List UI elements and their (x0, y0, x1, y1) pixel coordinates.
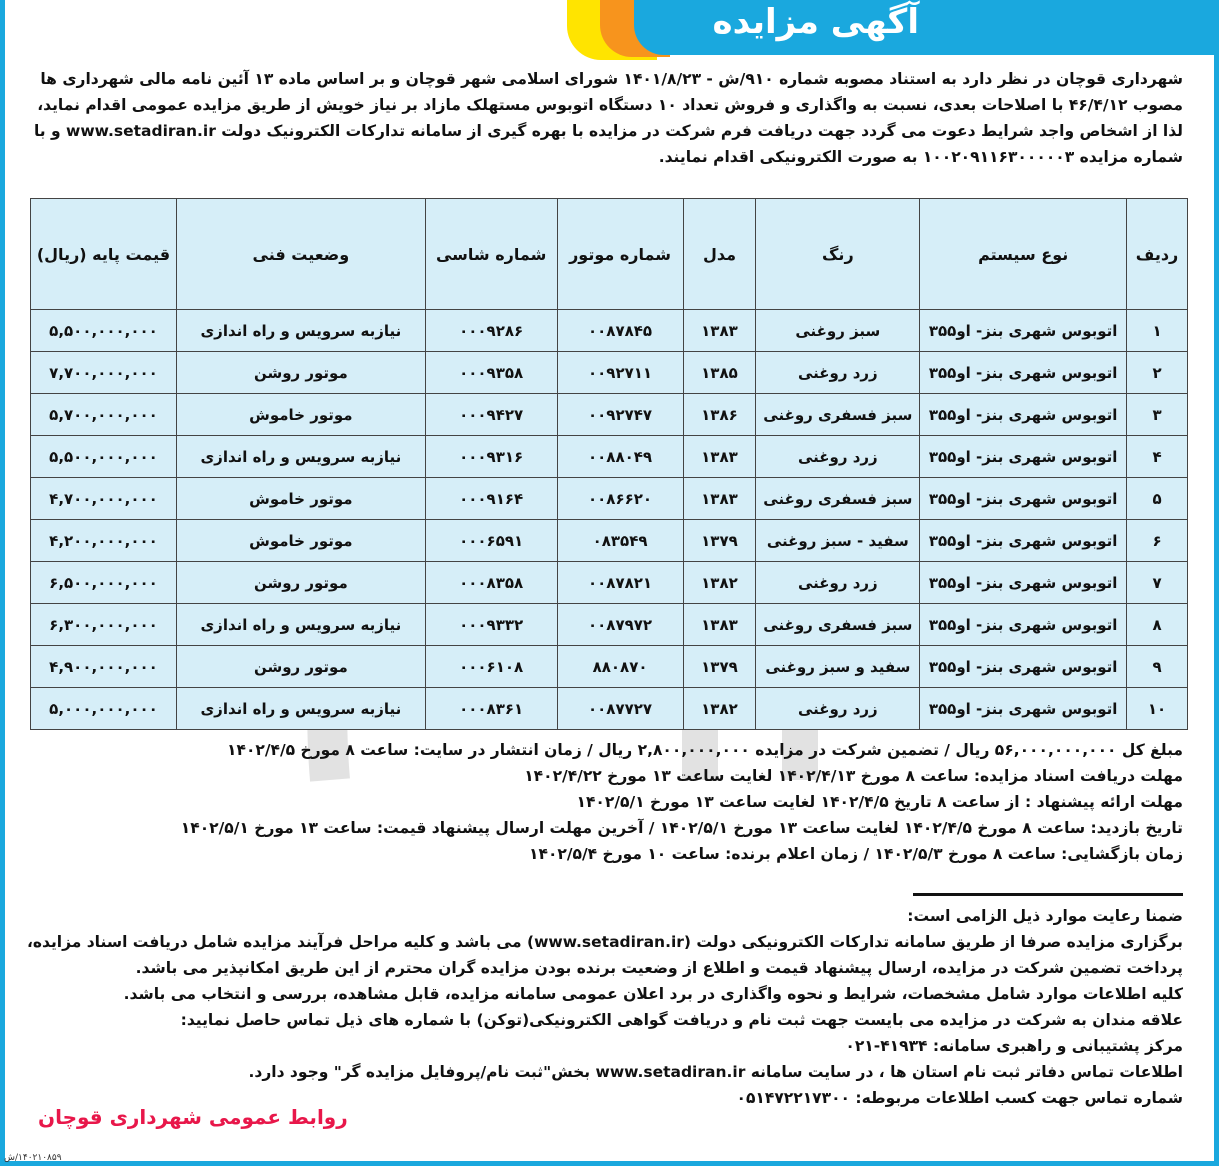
table-cell: ۵,۵۰۰,۰۰۰,۰۰۰ (31, 436, 177, 478)
table-cell: ۰۰۹۲۷۴۷ (557, 394, 683, 436)
table-cell: اتوبوس شهری بنز- او۳۵۵ (920, 520, 1127, 562)
table-cell: ۰۰۰۶۵۹۱ (425, 520, 557, 562)
table-cell: ۰۰۰۹۱۶۴ (425, 478, 557, 520)
table-cell: سفید و سبز روغنی (756, 646, 920, 688)
table-header-row (31, 199, 1188, 310)
info-line: مهلت دریافت اسناد مزایده: ساعت ۸ مورخ ۱۴۰۲/۴/۱۳ لغایت ساعت ۱۳ مورخ ۱۴۰۲/۴/۲۲ (524, 767, 1183, 785)
table-cell: ۶ (1127, 520, 1188, 562)
column-header: وضعیت فنی (177, 199, 426, 310)
note-line: پرداخت تضمین شرکت در مزایده، ارسال پیشنهاد قیمت و اطلاع از وضعیت برنده بودن مزایده گران محترم از این طریق امکانپذیر می باشد. (135, 959, 1183, 977)
table-cell: اتوبوس شهری بنز- او۳۵۵ (920, 394, 1127, 436)
table-cell: ۰۰۸۷۷۲۷ (557, 688, 683, 730)
ad-code: ۱۴۰۲۱۰۸۵۹/ش (4, 1153, 62, 1163)
table-cell: ۳ (1127, 394, 1188, 436)
table-cell: ۷ (1127, 562, 1188, 604)
table-cell: ۱۳۷۹ (683, 646, 756, 688)
column-header: شماره موتور (557, 199, 683, 310)
column-header: مدل (683, 199, 756, 310)
table-cell: ۰۰۰۸۳۶۱ (425, 688, 557, 730)
intro-line: شماره مزایده ۱۰۰۲۰۹۱۱۶۳۰۰۰۰۰۳ به صورت الکترونیکی اقدام نمایند. (658, 148, 1183, 166)
table-cell: ۱۳۸۶ (683, 394, 756, 436)
table-cell: زرد روغنی (756, 688, 920, 730)
table-cell: ۶,۵۰۰,۰۰۰,۰۰۰ (31, 562, 177, 604)
table-cell: موتور روشن (177, 352, 426, 394)
note-line: علاقه مندان به شرکت در مزایده می بایست جهت ثبت نام و دریافت گواهی الکترونیکی(توکن) با شماره های ذیل تماس حاصل نمایید: (180, 1011, 1183, 1029)
intro-line: لذا از اشخاص واجد شرایط دعوت می گردد جهت دریافت فرم شرکت در مزایده با بهره گیری از سامانه تدارکات الکترونیک دولت www.setadiran.ir و با (33, 122, 1183, 140)
table-cell: ۰۰۸۷۸۲۱ (557, 562, 683, 604)
table-cell: زرد روغنی (756, 562, 920, 604)
table-cell: موتور خاموش (177, 520, 426, 562)
table-cell: ۱ (1127, 310, 1188, 352)
table-cell: نیازبه سرویس و راه اندازی (177, 604, 426, 646)
table-row (31, 436, 1188, 478)
note-line: اطلاعات تماس دفاتر ثبت نام استان ها ، در سایت سامانه www.setadiran.ir بخش"ثبت نام/پروفایل مزایده گر" وجود دارد. (248, 1063, 1183, 1081)
table-row (31, 562, 1188, 604)
table-cell: ۰۰۰۸۳۵۸ (425, 562, 557, 604)
note-line: شماره تماس جهت کسب اطلاعات مربوطه: ۰۵۱۴۷۲۲۱۷۳۰۰ (736, 1089, 1183, 1107)
table-cell: ۰۰۸۷۹۷۲ (557, 604, 683, 646)
table-cell: ۱۳۸۳ (683, 604, 756, 646)
table-cell: ۰۰۸۶۶۲۰ (557, 478, 683, 520)
table-cell: نیازبه سرویس و راه اندازی (177, 688, 426, 730)
column-header: قیمت پایه (ریال) (31, 199, 177, 310)
table-row (31, 310, 1188, 352)
table-cell: ۰۰۸۷۸۴۵ (557, 310, 683, 352)
table-cell: اتوبوس شهری بنز- او۳۵۵ (920, 646, 1127, 688)
table-cell: ۴ (1127, 436, 1188, 478)
table-cell: زرد روغنی (756, 352, 920, 394)
table-cell: ۰۰۸۸۰۴۹ (557, 436, 683, 478)
table-row (31, 520, 1188, 562)
divider (913, 893, 1183, 896)
table-row (31, 688, 1188, 730)
table-cell: موتور خاموش (177, 394, 426, 436)
table-cell: ۱۳۸۵ (683, 352, 756, 394)
table-cell: ۵ (1127, 478, 1188, 520)
table-row (31, 478, 1188, 520)
note-line: کلیه اطلاعات موارد شامل مشخصات، شرایط و نحوه واگذاری در برد اعلان عمومی سامانه مزایده، قابل مشاهده، بررسی و انتخاب می باشد. (123, 985, 1183, 1003)
table-cell: ۱۳۷۹ (683, 520, 756, 562)
table-cell: ۵,۰۰۰,۰۰۰,۰۰۰ (31, 688, 177, 730)
table-cell: ۰۰۰۶۱۰۸ (425, 646, 557, 688)
note-line: مرکز پشتیبانی و راهبری سامانه: ۴۱۹۳۴-۰۲۱ (845, 1037, 1183, 1055)
column-header: شماره شاسی (425, 199, 557, 310)
table-cell: اتوبوس شهری بنز- او۳۵۵ (920, 688, 1127, 730)
table-cell: ۰۰۰۹۲۸۶ (425, 310, 557, 352)
table-cell: ۱۳۸۳ (683, 436, 756, 478)
table-cell: ۱۳۸۲ (683, 688, 756, 730)
table-row (31, 646, 1188, 688)
table-cell: ۰۰۰۹۳۳۲ (425, 604, 557, 646)
intro-paragraph (34, 66, 1183, 170)
table-cell: ۴,۷۰۰,۰۰۰,۰۰۰ (31, 478, 177, 520)
info-line: مهلت ارائه پیشنهاد : از ساعت ۸ تاریخ ۱۴۰۲/۴/۵ لغایت ساعت ۱۳ مورخ ۱۴۰۲/۵/۱ (576, 793, 1183, 811)
intro-line: مصوب ۴۶/۴/۱۲ با اصلاحات بعدی، نسبت به واگذاری و فروش تعداد ۱۰ دستگاه اتوبوس مستهلک مازاد بر نیاز خویش از طریق مزایده عمومی اقدام نماید، (37, 96, 1183, 114)
info-line: تاریخ بازدید: ساعت ۸ مورخ ۱۴۰۲/۴/۵ لغایت ساعت ۱۳ مورخ ۱۴۰۲/۵/۱ / آخرین مهلت ارسال پیشنهاد قیمت: ساعت ۱۳ مورخ ۱۴۰۲/۵/۱ (180, 819, 1183, 837)
table-cell: ۰۰۰۹۴۲۷ (425, 394, 557, 436)
table-cell: ۷,۷۰۰,۰۰۰,۰۰۰ (31, 352, 177, 394)
table-cell: موتور روشن (177, 562, 426, 604)
column-header: رنگ (756, 199, 920, 310)
table-cell: موتور خاموش (177, 478, 426, 520)
table-cell: نیازبه سرویس و راه اندازی (177, 310, 426, 352)
info-line: زمان بازگشایی: ساعت ۸ مورخ ۱۴۰۲/۵/۳ / زمان اعلام برنده: ساعت ۱۰ مورخ ۱۴۰۲/۵/۴ (529, 845, 1183, 863)
note-line: برگزاری مزایده صرفا از طریق سامانه تدارکات الکترونیکی دولت (www.setadiran.ir) می باشد و کلیه مراحل فرآیند مزایده شامل دریافت اسناد مزایده، (26, 933, 1183, 951)
intro-line: شهرداری قوچان در نظر دارد به استناد مصوبه شماره ۹۱۰/ش - ۱۴۰۱/۸/۲۳ شورای اسلامی شهر قوچان و بر اساس ماده ۱۳ آئین نامه مالی شهرداری ها (40, 70, 1183, 88)
table-cell: ۵,۷۰۰,۰۰۰,۰۰۰ (31, 394, 177, 436)
signature: روابط عمومی شهرداری قوچان (38, 1105, 348, 1129)
table-cell: اتوبوس شهری بنز- او۳۵۵ (920, 478, 1127, 520)
requirements (27, 903, 1183, 1111)
table-cell: سبز فسفری روغنی (756, 478, 920, 520)
page-title: آگهی مزایده (712, 2, 919, 42)
table-cell: ۸۸۰۸۷۰ (557, 646, 683, 688)
table-cell: اتوبوس شهری بنز- او۳۵۵ (920, 604, 1127, 646)
table-cell: سبز روغنی (756, 310, 920, 352)
table-cell: ۹ (1127, 646, 1188, 688)
table-cell: ۰۸۳۵۴۹ (557, 520, 683, 562)
table-row (31, 394, 1188, 436)
auction-info (181, 737, 1183, 867)
table-cell: ۲ (1127, 352, 1188, 394)
table-cell: ۱۰ (1127, 688, 1188, 730)
table-cell: سبز فسفری روغنی (756, 604, 920, 646)
note-line: ضمنا رعایت موارد ذیل الزامی است: (907, 907, 1183, 925)
table-cell: سفید - سبز روغنی (756, 520, 920, 562)
table-cell: ۸ (1127, 604, 1188, 646)
table-cell: ۴,۲۰۰,۰۰۰,۰۰۰ (31, 520, 177, 562)
table-cell: ۵,۵۰۰,۰۰۰,۰۰۰ (31, 310, 177, 352)
table-cell: ۶,۳۰۰,۰۰۰,۰۰۰ (31, 604, 177, 646)
table-cell: ۰۰۹۲۷۱۱ (557, 352, 683, 394)
table-cell: ۰۰۰۹۳۵۸ (425, 352, 557, 394)
table-row (31, 604, 1188, 646)
table-cell: اتوبوس شهری بنز- او۳۵۵ (920, 352, 1127, 394)
table-cell: سبز فسفری روغنی (756, 394, 920, 436)
info-line: مبلغ کل ۵۶,۰۰۰,۰۰۰,۰۰۰ ریال / تضمین شرکت در مزایده ۲,۸۰۰,۰۰۰,۰۰۰ ریال / زمان انتشار در سایت: ساعت ۸ مورخ ۱۴۰۲/۴/۵ (227, 741, 1183, 759)
table-row (31, 352, 1188, 394)
bus-auction-table (30, 198, 1188, 730)
table-cell: ۰۰۰۹۳۱۶ (425, 436, 557, 478)
table-cell: اتوبوس شهری بنز- او۳۵۵ (920, 436, 1127, 478)
table-cell: زرد روغنی (756, 436, 920, 478)
table-cell: ۴,۹۰۰,۰۰۰,۰۰۰ (31, 646, 177, 688)
table-cell: نیازبه سرویس و راه اندازی (177, 436, 426, 478)
column-header: ردیف (1127, 199, 1188, 310)
table-cell: اتوبوس شهری بنز- او۳۵۵ (920, 562, 1127, 604)
table-cell: موتور روشن (177, 646, 426, 688)
table-cell: اتوبوس شهری بنز- او۳۵۵ (920, 310, 1127, 352)
table-cell: ۱۳۸۲ (683, 562, 756, 604)
table-cell: ۱۳۸۳ (683, 478, 756, 520)
table-cell: ۱۳۸۳ (683, 310, 756, 352)
column-header: نوع سیستم (920, 199, 1127, 310)
